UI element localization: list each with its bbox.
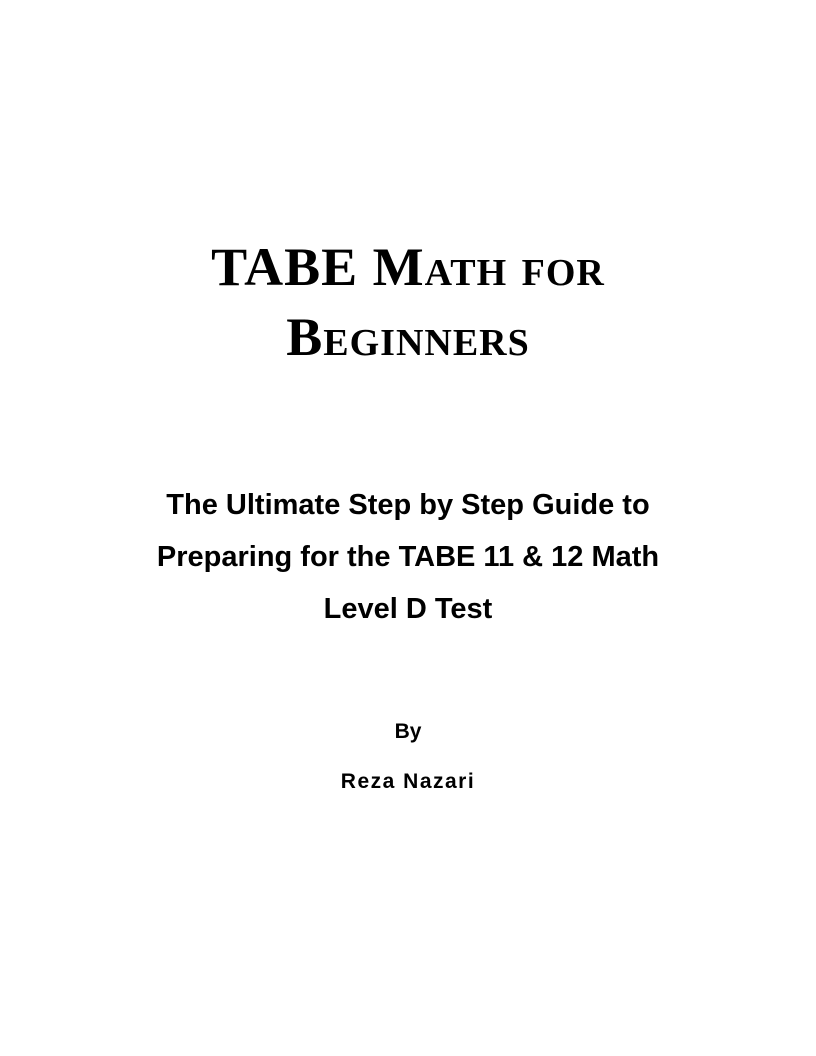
book-title-line1: TABE Math for	[211, 237, 605, 298]
book-title-line2: Beginners	[286, 307, 530, 368]
book-subtitle-line2: Preparing for the TABE 11 & 12 Math	[156, 541, 660, 574]
book-title	[0, 232, 816, 372]
book-subtitle	[0, 479, 816, 635]
byline-author-name: Reza Nazari	[340, 770, 476, 793]
byline-by-label: By	[394, 720, 422, 743]
book-subtitle-line3: Level D Test	[323, 593, 493, 626]
book-subtitle-line1: The Ultimate Step by Step Guide to	[166, 489, 650, 522]
